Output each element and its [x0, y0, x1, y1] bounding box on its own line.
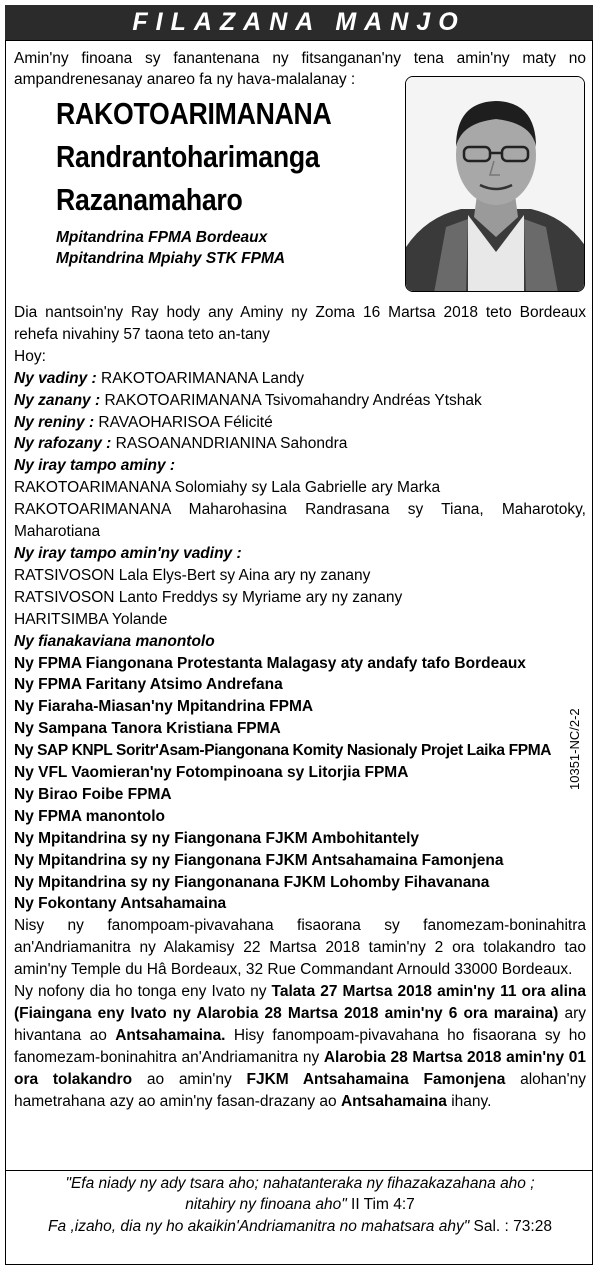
quote-line-2-text: nitahiry ny finoana aho": [185, 1196, 347, 1214]
deceased-given-name-2: Razanamaharo: [56, 181, 243, 217]
whole-family-label: Ny fianakaviana manontolo: [14, 632, 215, 650]
mother-name: RAVAOHARISOA Félicité: [94, 413, 273, 431]
memorial-service-text: Nisy ny fanompoam-pivavahana fisaorana sy fanomezam-boninahitra an'Andriamanitra ny Alakamisy 22 Martsa 2018 tamin'ny 2 ora tolakandro tao amin'ny Temple du Hâ Bordeaux, 32 Rue Commandant Arnould 33000 Bordeaux.: [14, 917, 586, 979]
bible-quotes: [14, 1173, 586, 1237]
family-mother-in-law: [14, 433, 586, 455]
intro-text: Amin'ny finoana sy fanantenana ny fitsanganan'ny tena amin'ny maty no ampandrenesanay anareo fa ny hava-malalanay :: [14, 50, 586, 89]
burial-text-6: ihany.: [446, 1092, 492, 1110]
family-children: [14, 390, 586, 412]
quote-divider: [5, 1170, 593, 1171]
mother-label: Ny reniny :: [14, 413, 95, 431]
organization-item: Ny FPMA Faritany Atsimo Andrefana: [14, 676, 283, 694]
organization-item: Ny Mpitandrina sy ny Fiangonana FJKM Ambohitantely: [14, 829, 420, 847]
organization-item: Ny Birao Foibe FPMA: [14, 785, 172, 803]
burial-details-text: [14, 981, 586, 1112]
burial-text-3: Hisy fanompoam-pivavahana ho fisaorana sy ho fanomezam-boninahitra an'Andriamanitra ny: [14, 1026, 586, 1066]
family-spouse: [14, 368, 586, 390]
organization-item: Ny SAP KNPL Soritr'Asam-Piangonana Komity Nasionaly Projet Laika FPMA: [14, 742, 552, 760]
death-announcement: Dia nantsoin'ny Ray hody any Aminy ny Zoma 16 Martsa 2018 teto Bordeaux rehefa nivahiny 57 taona teto an-tany: [14, 304, 586, 343]
deceased-surname: RAKOTOARIMANANA: [56, 95, 332, 131]
children-label: Ny zanany :: [14, 391, 101, 409]
quote-line-2: [14, 1194, 586, 1215]
deceased-portrait-photo: [405, 76, 585, 292]
organization-item: Ny FPMA Fiangonana Protestanta Malagasy aty andafy tafo Bordeaux: [14, 654, 526, 672]
notice-body: [14, 302, 586, 1113]
spouse-siblings-line-1: RATSIVOSON Lala Elys-Bert sy Aina ary ny zanany: [14, 566, 371, 584]
quote-line-1: "Efa niady ny ady tsara aho; nahatanteraka ny fihazakazahana aho ;: [65, 1175, 535, 1192]
spouse-name: RAKOTOARIMANANA Landy: [96, 369, 305, 387]
spouse-siblings-line-3: HARITSIMBA Yolande: [14, 610, 168, 628]
notice-header: [5, 5, 593, 41]
siblings-line-1: RAKOTOARIMANANA Solomiahy sy Lala Gabrielle ary Marka: [14, 479, 441, 497]
siblings-line-2: RAKOTOARIMANANA Maharohasina Randrasana sy Tiana, Maharotoky, Maharotiana: [14, 501, 586, 541]
siblings-label: Ny iray tampo aminy :: [14, 457, 176, 475]
burial-text-1: Ny nofony dia ho tonga eny Ivato ny: [14, 983, 272, 1001]
deceased-roles: [56, 227, 285, 269]
burial-place: Antsahamaina: [340, 1092, 447, 1110]
burial-text-4: ao amin'ny: [132, 1070, 247, 1088]
burial-text-5: alohan'ny hametrahana azy ao amin'ny fasan-drazany ao: [14, 1070, 586, 1110]
organization-item: Ny Fokontany Antsahamaina: [14, 895, 227, 913]
hoy-label: Hoy:: [14, 347, 46, 365]
family-mother: [14, 412, 586, 434]
organization-item: Ny VFL Vaomieran'ny Fotompinoana sy Litorjia FPMA: [14, 764, 409, 782]
destination-place: Antsahamaina.: [115, 1026, 226, 1044]
organization-item: Ny Mpitandrina sy ny Fiangonana FJKM Antsahamaina Famonjena: [14, 851, 504, 869]
organization-item: Ny Sampana Tanora Kristiana FPMA: [14, 720, 281, 738]
portrait-illustration: [406, 77, 585, 292]
spouse-siblings-label: Ny iray tampo amin'ny vadiny :: [14, 544, 242, 562]
burial-text-2: ary hivantana ao: [14, 1005, 586, 1044]
organization-list: [14, 653, 586, 916]
quote-ref-1: II Tim 4:7: [346, 1196, 415, 1214]
arrival-datetime: Talata 27 Martsa 2018 amin'ny 11 ora alina (Fiaingana eny Ivato ny Alarobia 28 Martsa 2018 amin'ny 6 ora maraina): [14, 983, 586, 1022]
deceased-role-1: Mpitandrina FPMA Bordeaux: [56, 228, 268, 246]
organization-item: Ny FPMA manontolo: [14, 807, 165, 825]
deceased-role-2: Mpitandrina Mpiahy STK FPMA: [56, 249, 286, 267]
spouse-label: Ny vadiny :: [14, 369, 97, 387]
deceased-given-name-1: Randrantoharimanga: [56, 138, 320, 174]
quote-ref-2: Sal. : 73:28: [469, 1217, 552, 1235]
mother-in-law-name: RASOANANDRIANINA Sahondra: [111, 435, 348, 453]
quote-line-3: [14, 1216, 586, 1237]
quote-line-3-text: Fa ,izaho, dia ny ho akaikin'Andriamanitra no mahatsara ahy": [48, 1217, 470, 1235]
notice-title: FILAZANA MANJO: [132, 8, 466, 36]
children-name: RAKOTOARIMANANA Tsivomahandry Andréas Ytshak: [100, 391, 482, 409]
spouse-siblings-line-2: RATSIVOSON Lanto Freddys sy Myriame ary ny zanany: [14, 588, 403, 606]
mother-in-law-label: Ny rafozany :: [14, 435, 112, 453]
organization-item: Ny Mpitandrina sy ny Fiangonanana FJKM Lohomby Fihavanana: [14, 873, 490, 891]
service-datetime: Alarobia 28 Martsa 2018 amin'ny 01 ora tolakandro: [14, 1048, 586, 1088]
organization-item: Ny Fiaraha-Miasan'ny Mpitandrina FPMA: [14, 698, 314, 716]
reference-code: 10351-NC/2-2: [567, 708, 582, 790]
service-church: FJKM Antsahamaina Famonjena: [246, 1070, 506, 1088]
